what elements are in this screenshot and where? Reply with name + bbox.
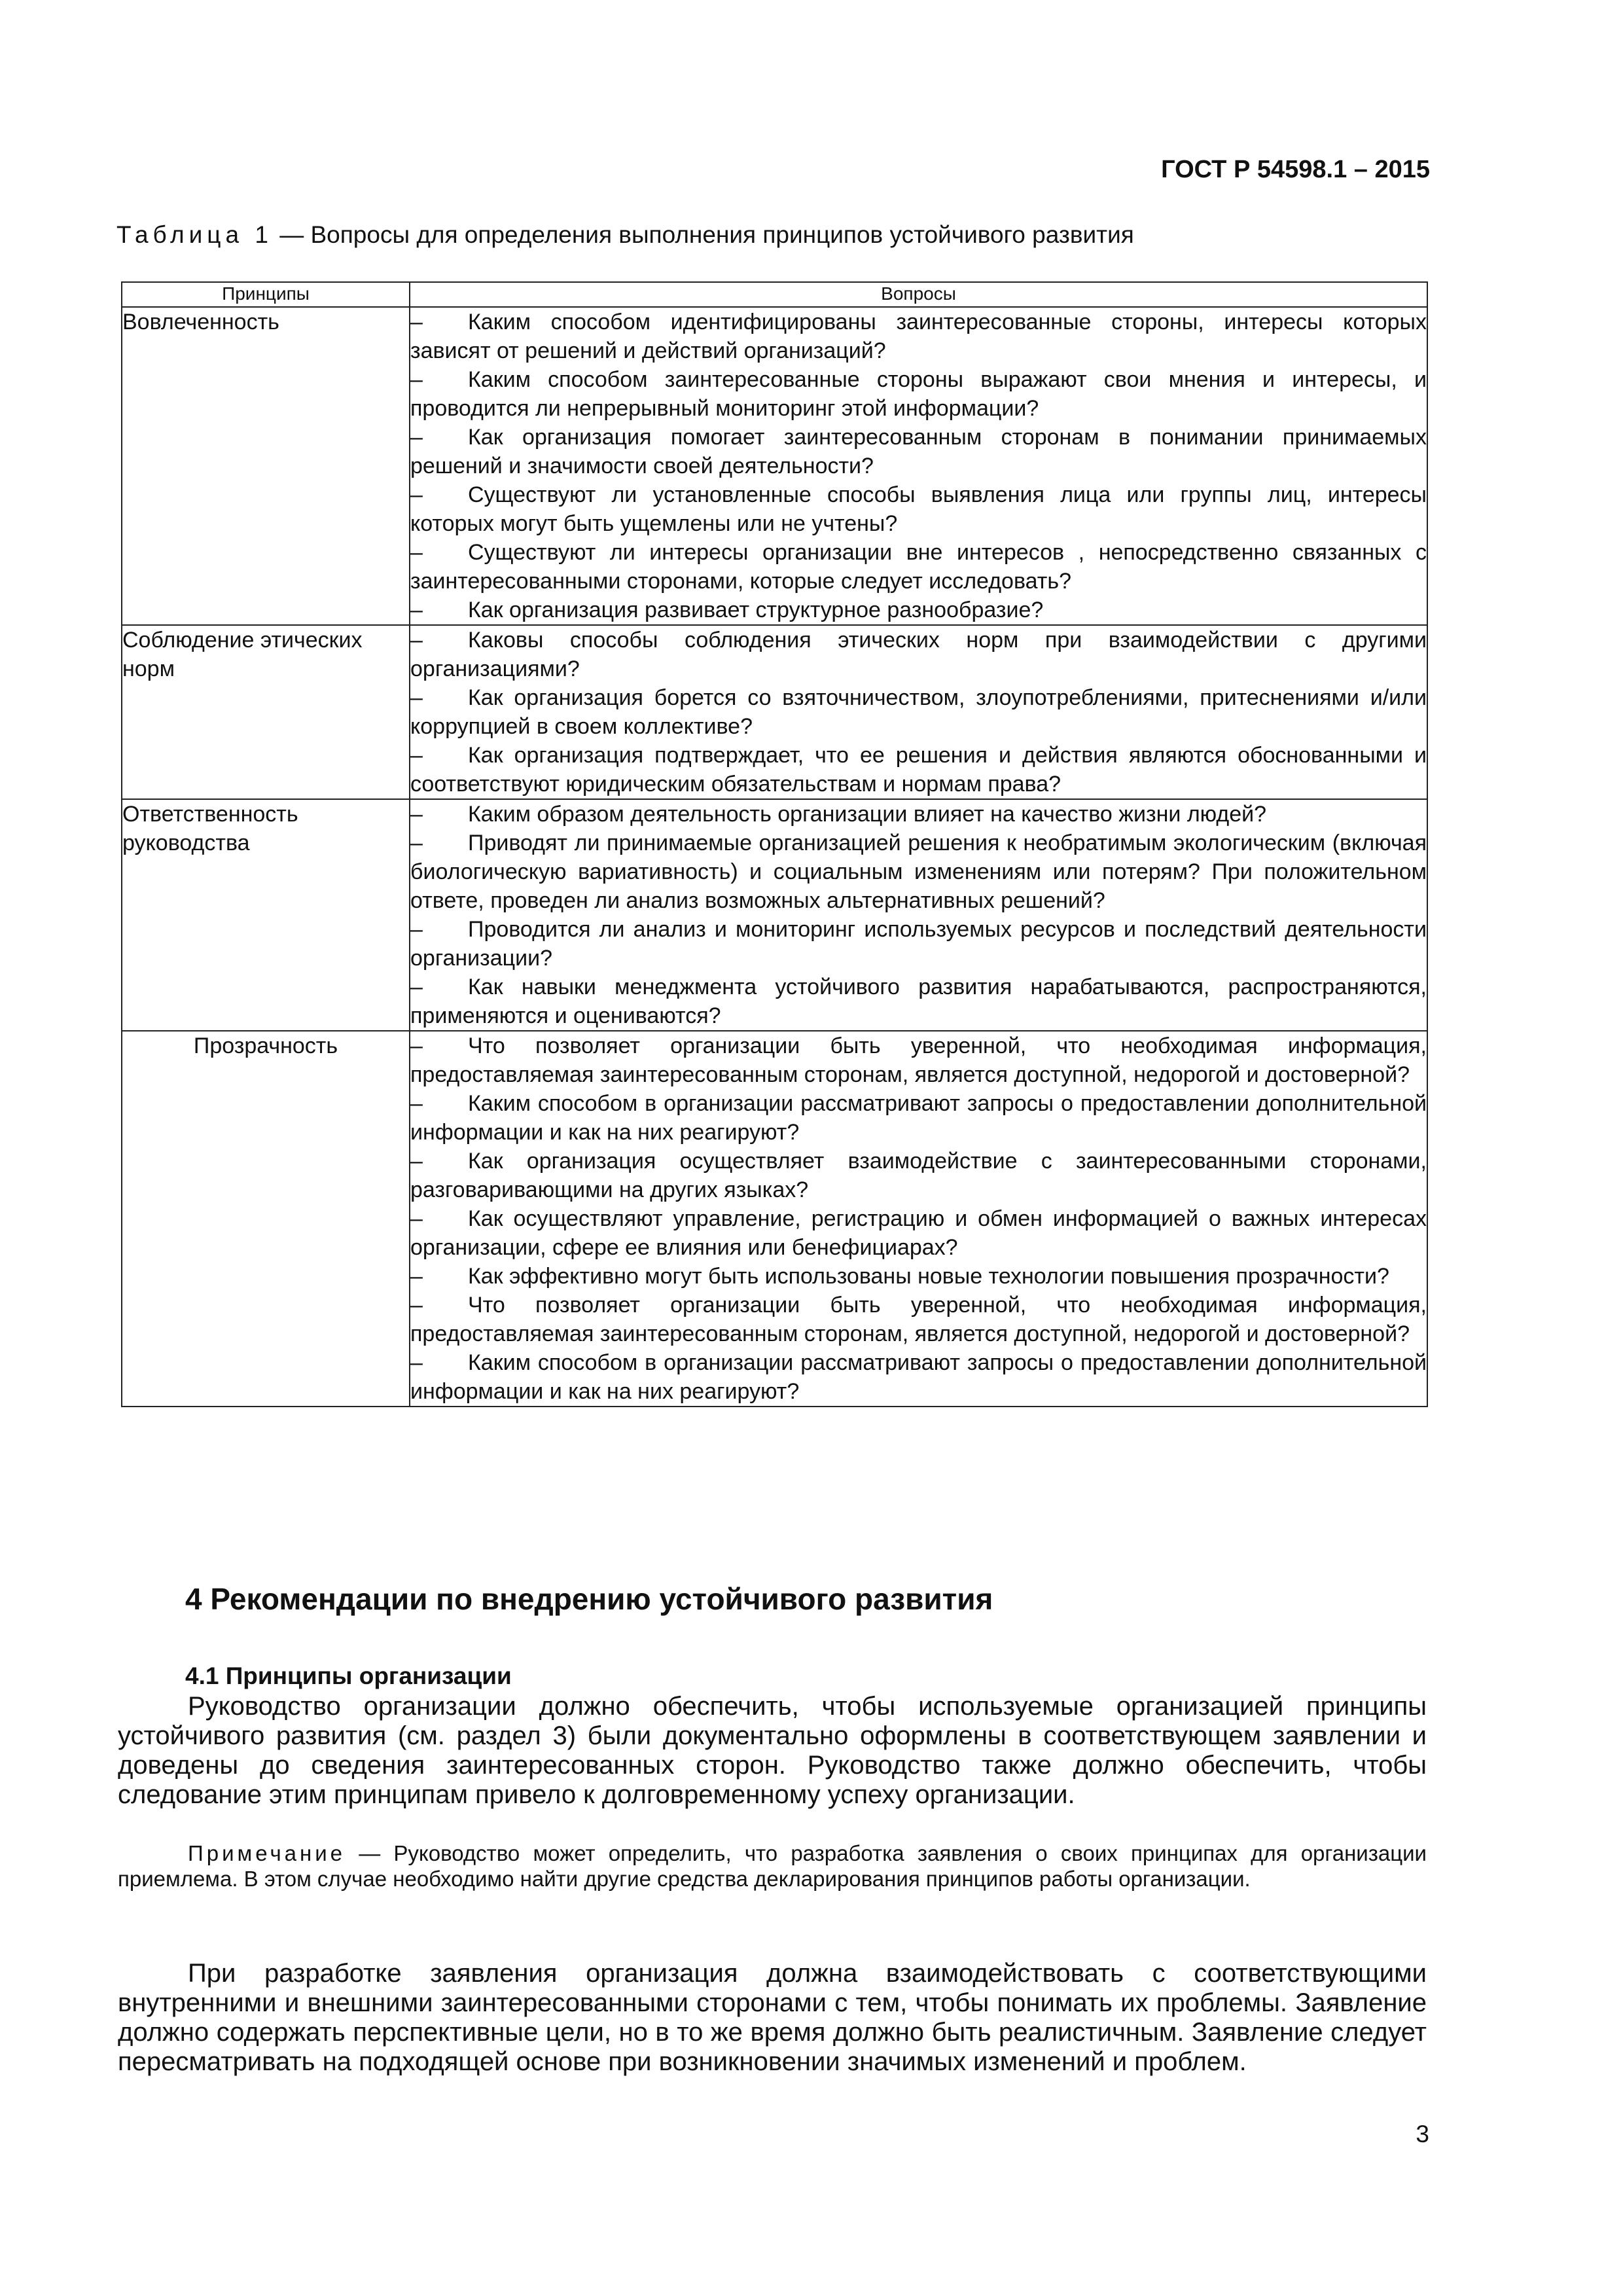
question-item bbox=[410, 829, 1427, 915]
questions-cell bbox=[410, 307, 1427, 625]
table-header-row bbox=[122, 282, 1427, 307]
table-caption-label: Таблица 1 bbox=[116, 221, 273, 248]
table-row bbox=[122, 1031, 1427, 1407]
body-paragraph: При разработке заявления организация должна взаимодействовать с соответствующими внутренними и внешними заинтересованными сторонами с тем, чтобы понимать их проблемы. Заявление должно содержать перспективные цели, но в то же время должно быть реалистичным. Заявление следует пересматривать на подходящей основе при возникновении значимых изменений и проблем. bbox=[118, 1959, 1427, 2076]
question-item bbox=[410, 1089, 1427, 1147]
list-dash: – bbox=[410, 685, 423, 710]
list-dash: – bbox=[410, 802, 423, 827]
section-heading: 4 Рекомендации по внедрению устойчивого развития bbox=[185, 1582, 993, 1616]
question-text: Как организация подтверждает, что ее решения и действия являются обоснованными и соответствуют юридическим обязательствам и нормам права? bbox=[410, 743, 1427, 797]
principles-table bbox=[121, 281, 1428, 1407]
question-item bbox=[410, 365, 1427, 423]
table-row bbox=[122, 625, 1427, 799]
list-dash: – bbox=[410, 628, 423, 653]
list-dash: – bbox=[410, 743, 423, 768]
question-item bbox=[410, 683, 1427, 741]
question-text: Как осуществляют управление, регистрацию и обмен информацией о важных интересах организации, сфере ее влияния или бенефициарах? bbox=[410, 1206, 1427, 1260]
question-item bbox=[410, 1031, 1427, 1089]
list-dash: – bbox=[410, 540, 423, 565]
list-dash: – bbox=[410, 1206, 423, 1231]
subsection-heading: 4.1 Принципы организации bbox=[185, 1662, 512, 1689]
table-row bbox=[122, 307, 1427, 625]
question-item bbox=[410, 800, 1427, 829]
principle-cell: Прозрачность bbox=[122, 1031, 410, 1407]
note-paragraph bbox=[118, 1840, 1427, 1892]
question-item bbox=[410, 741, 1427, 798]
question-text: Как организация помогает заинтересованным сторонам в понимании принимаемых решений и значимости своей деятельности? bbox=[410, 425, 1427, 478]
question-item bbox=[410, 423, 1427, 480]
principle-cell: Соблюдение этических норм bbox=[122, 625, 410, 799]
question-item bbox=[410, 480, 1427, 538]
body-paragraph: Руководство организации должно обеспечить, чтобы используемые организацией принципы устойчивого развития (см. раздел 3) были документально оформлены в соответствующем заявлении и доведены до сведения заинтересованных сторон. Руководство также должно обеспечить, чтобы следование этим принципам привело к долговременному успеху организации. bbox=[118, 1692, 1427, 1809]
principle-cell: Вовлеченность bbox=[122, 307, 410, 625]
questions-cell bbox=[410, 799, 1427, 1031]
list-dash: – bbox=[410, 1091, 423, 1116]
question-text: Проводится ли анализ и мониторинг используемых ресурсов и последствий деятельности организации? bbox=[410, 917, 1427, 971]
list-dash: – bbox=[410, 598, 423, 622]
question-item bbox=[410, 1348, 1427, 1406]
question-text: Как организация развивает структурное разнообразие? bbox=[468, 598, 1044, 622]
list-dash: – bbox=[410, 831, 423, 855]
question-text: Каким способом заинтересованные стороны выражают свои мнения и интересы, и проводится ли непрерывный мониторинг этой информации? bbox=[410, 367, 1427, 421]
note-label: Примечание bbox=[188, 1841, 346, 1865]
question-item bbox=[410, 626, 1427, 683]
question-item bbox=[410, 915, 1427, 973]
question-text: Каковы способы соблюдения этических норм при взаимодействии с другими организациями? bbox=[410, 628, 1427, 681]
list-dash: – bbox=[410, 1033, 423, 1058]
list-dash: – bbox=[410, 482, 423, 507]
question-item bbox=[410, 973, 1427, 1030]
question-text: Что позволяет организации быть уверенной, что необходимая информация, предоставляемая заинтересованным сторонам, является доступной, недорогой и достоверной? bbox=[410, 1033, 1427, 1087]
question-text: Каким способом идентифицированы заинтересованные стороны, интересы которых зависят от решений и действий организаций? bbox=[410, 310, 1427, 363]
note-text: — Руководство может определить, что разработка заявления о своих принципах для организации приемлема. В этом случае необходимо найти другие средства декларирования принципов работы организации. bbox=[118, 1841, 1427, 1891]
question-text: Каким способом в организации рассматривают запросы о предоставлении дополнительной информации и как на них реагируют? bbox=[410, 1091, 1427, 1145]
question-text: Каким способом в организации рассматривают запросы о предоставлении дополнительной информации и как на них реагируют? bbox=[410, 1350, 1427, 1404]
question-text: Как эффективно могут быть использованы новые технологии повышения прозрачности? bbox=[468, 1264, 1389, 1289]
list-dash: – bbox=[410, 1264, 423, 1289]
list-dash: – bbox=[410, 367, 423, 392]
question-item bbox=[410, 1204, 1427, 1262]
list-dash: – bbox=[410, 1293, 423, 1318]
question-text: Как навыки менеджмента устойчивого развития нарабатываются, распространяются, применяются и оцениваются? bbox=[410, 975, 1427, 1028]
question-text: Приводят ли принимаемые организацией решения к необратимым экологическим (включая биологическую вариативность) и социальным изменениям или потерям? При положительном ответе, проведен ли анализ возможных альтернативных решений? bbox=[410, 831, 1427, 913]
list-dash: – bbox=[410, 1149, 423, 1174]
question-text: Как организация борется со взяточничеством, злоупотреблениями, притеснениями и/или коррупцией в своем коллективе? bbox=[410, 685, 1427, 739]
questions-cell bbox=[410, 1031, 1427, 1407]
list-dash: – bbox=[410, 975, 423, 999]
list-dash: – bbox=[410, 1350, 423, 1375]
table-row bbox=[122, 799, 1427, 1031]
standard-number: ГОСТ Р 54598.1 – 2015 bbox=[1161, 156, 1430, 183]
question-item bbox=[410, 308, 1427, 365]
question-text: Что позволяет организации быть уверенной, что необходимая информация, предоставляемая заинтересованным сторонам, является доступной, недорогой и достоверной? bbox=[410, 1293, 1427, 1346]
question-text: Существуют ли интересы организации вне интересов , непосредственно связанных с заинтересованными сторонами, которые следует исследовать? bbox=[410, 540, 1427, 594]
question-text: Каким образом деятельность организации влияет на качество жизни людей? bbox=[468, 802, 1267, 827]
list-dash: – bbox=[410, 917, 423, 942]
question-text: Как организация осуществляет взаимодействие с заинтересованными сторонами, разговаривающими на других языках? bbox=[410, 1149, 1427, 1202]
page-number: 3 bbox=[1416, 2121, 1429, 2147]
question-text: Существуют ли установленные способы выявления лица или группы лиц, интересы которых могут быть ущемлены или не учтены? bbox=[410, 482, 1427, 536]
list-dash: – bbox=[410, 425, 423, 450]
table-caption-text: — Вопросы для определения выполнения принципов устойчивого развития bbox=[272, 221, 1134, 248]
principle-cell: Ответственность руководства bbox=[122, 799, 410, 1031]
column-header-questions: Вопросы bbox=[410, 282, 1427, 307]
table-caption bbox=[116, 221, 1134, 249]
questions-cell bbox=[410, 625, 1427, 799]
question-item bbox=[410, 1291, 1427, 1348]
question-item bbox=[410, 1147, 1427, 1204]
question-item bbox=[410, 1262, 1427, 1291]
question-item bbox=[410, 596, 1427, 624]
list-dash: – bbox=[410, 310, 423, 334]
column-header-principles: Принципы bbox=[122, 282, 410, 307]
question-item bbox=[410, 538, 1427, 596]
